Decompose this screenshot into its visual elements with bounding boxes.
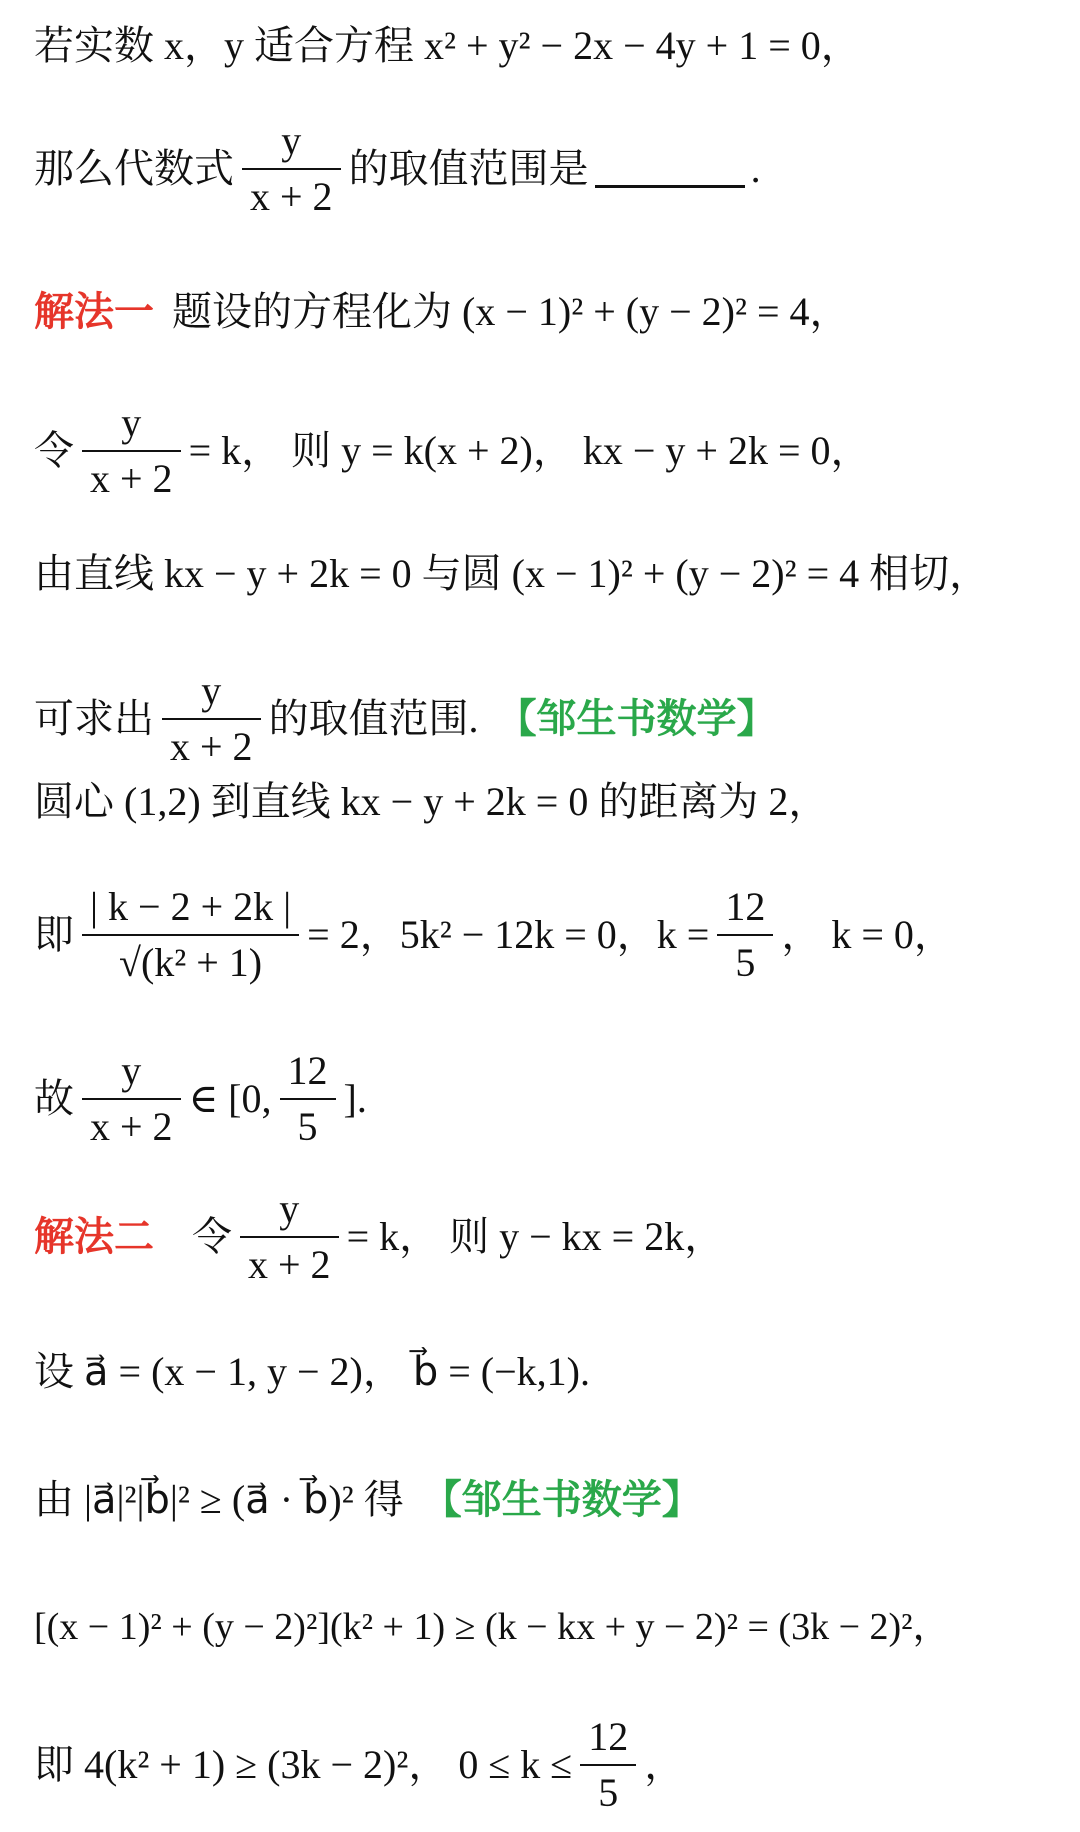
method-two-line4 [34, 1608, 1060, 1646]
fraction-denominator: x + 2 [250, 174, 333, 219]
method-one-line2 [34, 402, 1060, 500]
fraction-bar [82, 450, 181, 452]
fraction-numerator: | k − 2 + 2k | [90, 884, 292, 929]
method-two-text-1: = k， 则 y − kx = 2k， [346, 1214, 725, 1259]
fraction-12-over-5 [280, 1050, 336, 1148]
fraction-bar [580, 1764, 636, 1766]
method-one-let: 令 [34, 428, 74, 473]
fraction-numerator: y [121, 400, 142, 445]
method-one-line3 [34, 551, 1060, 596]
fraction-denominator: 5 [297, 1104, 318, 1149]
problem-period: . [750, 146, 761, 191]
fraction-y-over-x-plus-2 [162, 670, 261, 768]
problem-text-2: 那么代数式 [34, 146, 234, 191]
fraction-denominator: x + 2 [248, 1242, 331, 1287]
fraction-numerator: y [279, 1186, 300, 1231]
method-one-text-1: 题设的方程化为 (x − 1)² + (y − 2)² = 4， [172, 289, 850, 334]
fraction-bar [162, 718, 261, 720]
fraction-y-over-x-plus-2 [242, 120, 341, 218]
fraction-bar [242, 168, 341, 170]
method-one-text-4b: 的取值范围. [268, 696, 479, 741]
method-two-line5 [34, 1716, 1060, 1814]
fraction-y-over-x-plus-2 [82, 1050, 181, 1148]
watermark-label: 【邹生书数学】 [496, 696, 777, 741]
fraction-denominator: x + 2 [90, 1104, 173, 1149]
method-one-text-7b: ]. [343, 1076, 367, 1121]
method-two-text-4: [(x − 1)² + (y − 2)²](k² + 1) ≥ (k − kx + y − 2)² = (3k − 2)²， [34, 1606, 951, 1648]
problem-statement-line1 [34, 23, 1060, 68]
method-one-line1 [34, 289, 1060, 334]
method-one-text-5: 圆心 (1,2) 到直线 kx − y + 2k = 0 的距离为 2， [34, 779, 829, 824]
fraction-y-over-x-plus-2 [82, 402, 181, 500]
fraction-bar [280, 1098, 336, 1100]
method-one-line7 [34, 1050, 1060, 1148]
method-one-ji: 即 [34, 912, 74, 957]
fraction-bar [240, 1236, 339, 1238]
fraction-denominator: x + 2 [170, 724, 253, 769]
fraction-denominator: 5 [735, 940, 756, 985]
fraction-distance [82, 886, 299, 984]
fraction-denominator: x + 2 [90, 456, 173, 501]
method-two-text-3: 由 |a⃗|²|b⃗|² ≥ (a⃗ · b⃗)² 得 [34, 1477, 404, 1522]
method-one-gu: 故 [34, 1076, 74, 1121]
method-two-line2 [34, 1349, 1060, 1394]
method-one-line4 [34, 670, 1060, 768]
method-one-text-7: ∈ [0, [188, 1076, 272, 1121]
fraction-numerator: 12 [588, 1714, 629, 1759]
method-one-text-3: 由直线 kx − y + 2k = 0 与圆 (x − 1)² + (y − 2)² = 4 相切， [34, 551, 990, 596]
fraction-numerator: 12 [287, 1048, 328, 1093]
method-one-line5 [34, 779, 1060, 824]
problem-text-3: 的取值范围是 [348, 146, 589, 191]
fraction-bar [82, 1098, 181, 1100]
method-two-text-5: 即 4(k² + 1) ≥ (3k − 2)²， 0 ≤ k ≤ [34, 1742, 573, 1787]
fraction-numerator: y [281, 118, 302, 163]
method-two-line3 [34, 1477, 1060, 1522]
fraction-bar [82, 934, 299, 936]
method-two-line1 [34, 1188, 1060, 1286]
method-one-text-2: = k， 则 y = k(x + 2)， kx − y + 2k = 0， [188, 428, 871, 473]
problem-text-1: 若实数 x，y 适合方程 x² + y² − 2x − 4y + 1 = 0， [34, 23, 861, 68]
fraction-12-over-5 [717, 886, 773, 984]
method-two-text-2: 设 a⃗ = (x − 1, y − 2)， b⃗ = (−k,1). [34, 1349, 590, 1394]
fraction-bar [717, 934, 773, 936]
fraction-denominator: √(k² + 1) [118, 940, 263, 985]
fraction-12-over-5 [580, 1716, 636, 1814]
method-one-line6 [34, 886, 1060, 984]
answer-blank [595, 151, 745, 188]
method-two-let: 令 [192, 1214, 232, 1259]
method-two-text-5b: ， [644, 1742, 685, 1787]
method-one-label: 解法一 [34, 289, 154, 334]
fraction-denominator: 5 [598, 1770, 619, 1815]
fraction-numerator: y [201, 668, 222, 713]
fraction-y-over-x-plus-2 [240, 1188, 339, 1286]
method-one-text-6b: ， k = 0， [781, 912, 954, 957]
fraction-numerator: 12 [725, 884, 766, 929]
method-one-text-6: = 2，5k² − 12k = 0，k = [307, 912, 710, 957]
method-two-label: 解法二 [34, 1214, 154, 1259]
method-one-text-4a: 可求出 [34, 696, 154, 741]
watermark-label: 【邹生书数学】 [421, 1477, 702, 1522]
problem-statement-line2 [34, 120, 1060, 218]
fraction-numerator: y [121, 1048, 142, 1093]
